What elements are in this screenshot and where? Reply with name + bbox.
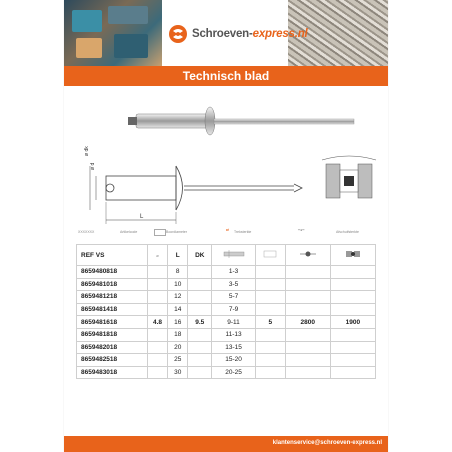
legend — [64, 224, 388, 240]
cell-diameter — [147, 266, 167, 279]
cell-grip: 13-15 — [212, 341, 256, 354]
arrows-icon: ⇄ — [226, 228, 229, 232]
cell-bore — [255, 266, 285, 279]
cell-diameter — [147, 303, 167, 316]
cell-grip: 20-25 — [212, 366, 256, 379]
cell-diameter — [147, 341, 167, 354]
cell-head-diameter — [188, 303, 212, 316]
cell-tensile: 2800 — [285, 316, 330, 329]
table-row — [77, 341, 376, 354]
footer-bar — [64, 436, 388, 452]
grip-range-icon — [223, 250, 245, 258]
table-row — [77, 303, 376, 316]
dim-l-label: L — [140, 214, 144, 220]
cell-diameter — [147, 328, 167, 341]
cell-bore — [255, 354, 285, 367]
cell-length: 14 — [168, 303, 188, 316]
cell-length: 10 — [168, 278, 188, 291]
cell-bore — [255, 328, 285, 341]
cell-head-diameter — [188, 291, 212, 304]
cell-head-diameter — [188, 266, 212, 279]
cell-tensile — [285, 328, 330, 341]
cell-ref: 8659481218 — [77, 291, 148, 304]
cell-head-diameter — [188, 341, 212, 354]
cell-length: 8 — [168, 266, 188, 279]
cell-bore — [255, 303, 285, 316]
header-grip-range — [212, 245, 256, 266]
spec-table — [76, 244, 376, 379]
brand-name: Schroeven-express.nl — [192, 28, 308, 40]
cell-bore — [255, 366, 285, 379]
cell-grip: 11-13 — [212, 328, 256, 341]
page-title: Technisch blad — [64, 66, 388, 86]
cell-grip: 7-9 — [212, 303, 256, 316]
workshop-photo — [64, 0, 162, 66]
cell-tensile — [285, 266, 330, 279]
cell-tensile — [285, 366, 330, 379]
technical-sheet — [64, 0, 388, 452]
cell-head-diameter — [188, 278, 212, 291]
header-bore — [255, 245, 285, 266]
cell-ref: 8659483018 — [77, 366, 148, 379]
table-header-row — [77, 245, 376, 266]
cell-shear — [330, 303, 375, 316]
footer-email[interactable]: klantenservice@schroeven-express.nl — [272, 440, 382, 446]
cell-tensile — [285, 278, 330, 291]
table-row — [77, 328, 376, 341]
cell-shear — [330, 341, 375, 354]
header-ref: REF VS — [77, 245, 148, 266]
cell-shear — [330, 354, 375, 367]
bore-icon — [263, 250, 277, 258]
cell-diameter — [147, 366, 167, 379]
cell-diameter — [147, 354, 167, 367]
rivet-drawing — [64, 90, 388, 240]
cell-diameter: 4.8 — [147, 316, 167, 329]
header-head-diameter: DK — [188, 245, 212, 266]
cell-ref: 8659482018 — [77, 341, 148, 354]
cell-head-diameter — [188, 354, 212, 367]
cell-bore — [255, 278, 285, 291]
cell-grip: 5-7 — [212, 291, 256, 304]
cell-diameter — [147, 291, 167, 304]
cell-tensile — [285, 303, 330, 316]
cell-shear — [330, 278, 375, 291]
brand-logo — [168, 24, 308, 44]
rivet-cross-section — [322, 156, 376, 198]
cell-length: 18 — [168, 328, 188, 341]
cell-tensile — [285, 291, 330, 304]
table-row — [77, 316, 376, 329]
header-shear — [330, 245, 375, 266]
bore-legend-icon — [154, 229, 166, 236]
cell-head-diameter — [188, 366, 212, 379]
legend-item-bore: Boordiameter — [166, 230, 188, 234]
dim-d-label: ø d — [90, 162, 96, 170]
cell-ref: 8659481018 — [77, 278, 148, 291]
cell-shear — [330, 366, 375, 379]
legend-item-article: Artikelcode — [120, 230, 138, 234]
legend-item-tensile: Treksterkte — [234, 230, 252, 234]
legend-code: XXXXXXX — [78, 230, 95, 234]
rivet-line-drawing — [90, 166, 302, 224]
cell-bore: 5 — [255, 316, 285, 329]
table-row — [77, 354, 376, 367]
header-tensile — [285, 245, 330, 266]
cell-ref: 8659481418 — [77, 303, 148, 316]
header-diameter: ø — [147, 245, 167, 266]
cell-tensile — [285, 354, 330, 367]
cell-ref: 8659481818 — [77, 328, 148, 341]
cell-grip: 1-3 — [212, 266, 256, 279]
cell-ref: 8659482518 — [77, 354, 148, 367]
header-banner — [64, 0, 388, 66]
cell-diameter — [147, 278, 167, 291]
dim-dk-label: ø dk — [84, 146, 90, 156]
cell-grip: 9-11 — [212, 316, 256, 329]
legend-item-shear: Afschuifsterkte — [336, 230, 359, 234]
cell-ref: 8659481618 — [77, 316, 148, 329]
shear-strength-icon — [344, 250, 362, 258]
tensile-icon: ━●━ — [298, 228, 305, 232]
cell-grip: 3-5 — [212, 278, 256, 291]
cell-head-diameter: 9.5 — [188, 316, 212, 329]
table-row — [77, 278, 376, 291]
cell-length: 30 — [168, 366, 188, 379]
cell-ref: 8659480818 — [77, 266, 148, 279]
cell-shear — [330, 328, 375, 341]
table-row — [77, 291, 376, 304]
cell-length: 12 — [168, 291, 188, 304]
cell-shear — [330, 266, 375, 279]
cell-bore — [255, 341, 285, 354]
cell-head-diameter — [188, 328, 212, 341]
table-row — [77, 266, 376, 279]
cell-tensile — [285, 341, 330, 354]
logo-mark-icon — [168, 24, 188, 44]
header-length: L — [168, 245, 188, 266]
cell-length: 20 — [168, 341, 188, 354]
cell-grip: 15-20 — [212, 354, 256, 367]
cell-length: 16 — [168, 316, 188, 329]
cell-length: 25 — [168, 354, 188, 367]
cell-shear — [330, 291, 375, 304]
cell-shear: 1900 — [330, 316, 375, 329]
cell-bore — [255, 291, 285, 304]
rivet-photo — [128, 107, 354, 135]
tensile-strength-icon — [299, 250, 317, 258]
table-row — [77, 366, 376, 379]
